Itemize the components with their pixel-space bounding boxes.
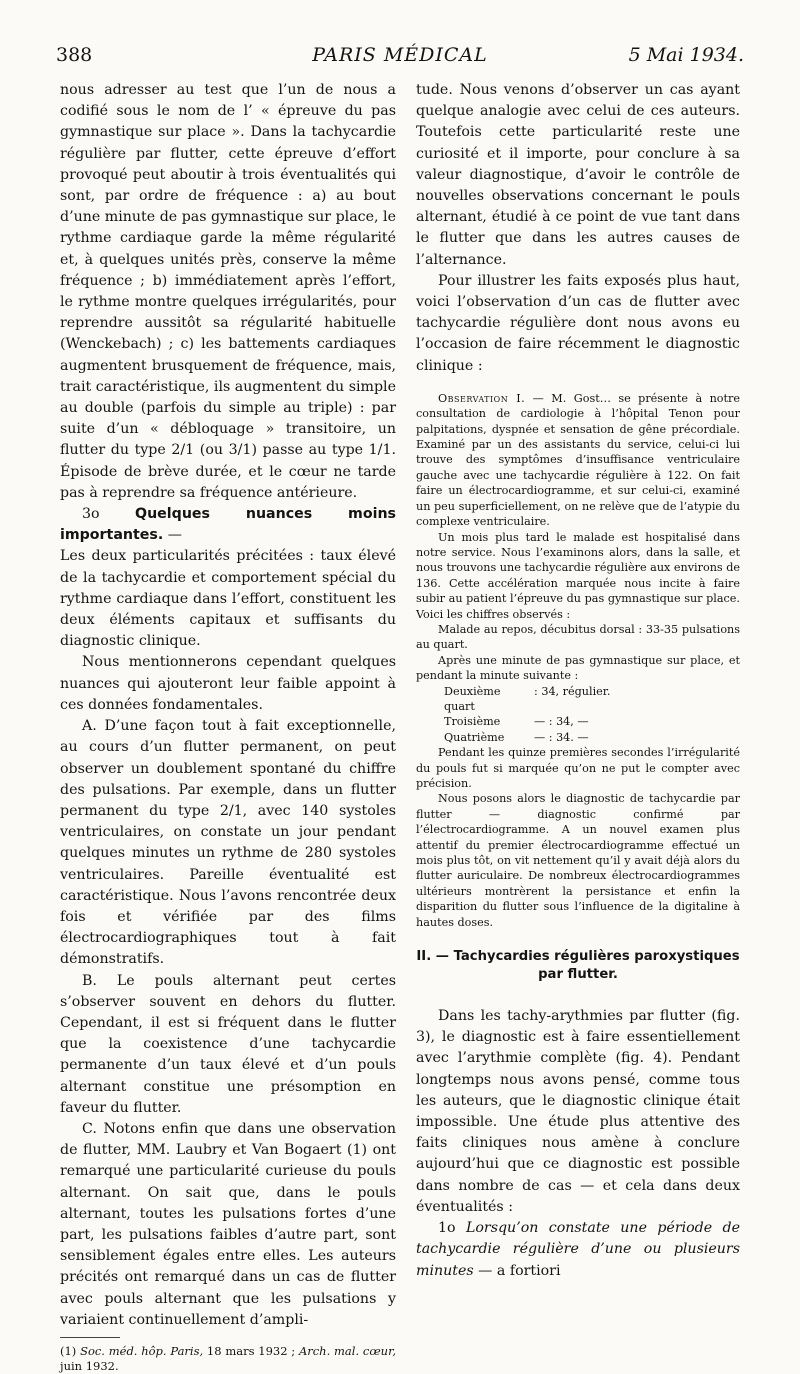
paragraph-b: B. Le pouls alternant peut certes s’observer souvent en dehors du flutter. Cependant, il est si fréquent dans le flutter que la coexistence d’une tachycardie permanente d’un taux élevé et d’un pouls alternant constitue une présomption en faveur du flutter.: [60, 972, 396, 1116]
paragraph-c: C. Notons enfin que dans une observation de flutter, MM. Laubry et Van Bogaert (1) ont remarqué une particularité curieuse du pouls alternant. On sait que, dans le pouls alternant, toutes les pulsations fortes d’une part, les pulsations faibles d’autre part, sont sensiblement égales entre elles. Les auteurs précités ont remarqué dans un cas de flutter avec pouls alternant que les pulsations y variaient continuellement d’ampli-: [60, 1120, 396, 1328]
measurement-value: — : 34, —: [534, 715, 589, 729]
footnote-date-2: juin 1932.: [60, 1358, 119, 1373]
section-heading-line: par flutter.: [538, 967, 618, 983]
footnote-marker: (1): [60, 1343, 81, 1358]
subheading-3: [60, 504, 396, 546]
measurement-row: [416, 714, 740, 729]
section-heading: [416, 948, 740, 984]
right-column: [416, 80, 740, 1282]
paragraph: Nous mentionnerons cependant quelques nuances qui ajouteront leur faible appoint à ces données fondamentales.: [60, 654, 396, 713]
footnote-rule: [60, 1337, 120, 1338]
paragraph: Les deux particularités précitées : taux élevé de la tachycardie et comportement spécial du rythme cardiaque dans l’effort, constituent les deux éléments capitaux et suffisants du diagnostic clinique.: [60, 548, 396, 650]
measurement-row: [416, 730, 740, 745]
observation-paragraph: Malade au repos, décubitus dorsal : 33-35 pulsations au quart.: [416, 622, 740, 652]
measurement-row: [416, 684, 740, 715]
measurement-label: Quatrième: [444, 730, 505, 744]
paragraph-end: — a fortiori: [473, 1262, 561, 1279]
observation-paragraph: Nous posons alors le diagnostic de tachycardie par flutter — diagnostic confirmé par l’électrocardiogramme. A un nouvel examen plus attentif du premier électrocardiogramme effectué un mois plus tôt, on vit nettement qu’il y avait déjà alors du flutter auriculaire. De nombreux électrocardiogrammes ultérieurs montrèrent la persistance et enfin la disparition du flutter sous l’influence de la digitaline à hautes doses.: [416, 792, 740, 929]
measurement-value: : 34, régulier.: [534, 684, 611, 698]
observation-label: Observation I.: [438, 391, 526, 405]
subheading-dash: —: [163, 527, 182, 544]
observation-paragraph: Pendant les quinze premières secondes l’irrégularité du pouls fut si marquée qu’on ne put le compter avec précision.: [416, 746, 740, 790]
italic-phrase: Lorsqu’on constate une période de tachycardie régulière d’une ou plusieurs minutes: [416, 1220, 741, 1279]
subheading-number: 3o: [82, 506, 100, 523]
paragraph: Dans les tachy-arythmies par flutter (fig. 3), le diagnostic est à faire essentiellement avec l’arythmie complète (fig. 4). Pendant longtemps nous avons pensé, comme tous les auteurs, que le diagnostic clinique était impossible. Une étude plus attentive des faits cliniques nous amène à conclure aujourd’hui que ce diagnostic est possible dans nombre de cas — et cela dans deux éventualités :: [416, 1008, 740, 1215]
subheading-title: Quelques nuances moins importantes.: [60, 506, 396, 544]
observation-text: — M. Gost… se présente à notre consultation de cardiologie à l’hôpital Tenon pour palpitations, dyspnée et sensation de gêne précordiale. Examiné par un des assistants du service, celui-ci lui trouve des symptômes d’insuffisance ventriculaire gauche avec une tachycardie régulière à 122. On fait faire un électrocardiogramme, et sur celui-ci, examiné un peu superficiellement, on ne relève que de l’atypie du complexe ventriculaire.: [416, 391, 740, 529]
footnote-date: 18 mars 1932 ;: [203, 1343, 299, 1358]
paragraph-a: A. D’une façon tout à fait exceptionnelle, au cours d’un flutter permanent, on peut observer un doublement spontané du chiffre des pulsations. Par exemple, dans un flutter permanent du type 2/1, avec 140 systoles ventriculaires, on constate un jour pendant quelques minutes un rythme de 280 systoles ventriculaires. Pareille éventualité est caractéristique. Nous l’avons rencontrée deux fois et vérifiée par des films électrocardiographiques tout à fait démonstratifs.: [60, 718, 396, 968]
paragraph: tude. Nous venons d’observer un cas ayant quelque analogie avec celui de ces auteurs. Toutefois cette particularité reste une curiosité et il importe, pour conclure à sa valeur diagnostique, d’avoir le contrôle de nouvelles observations concernant le pouls alternant, étudié à ce point de vue tant dans le flutter que dans les autres causes de l’alternance.: [416, 82, 740, 268]
footnote: [60, 1344, 396, 1374]
observation-intro: [416, 391, 740, 530]
paragraph: [416, 1218, 740, 1282]
paragraph: nous adresser au test que l’un de nous a codifié sous le nom de l’ « épreuve du pas gymnastique sur place ». Dans la tachycardie régulière par flutter, cette épreuve d’effort provoqué peut aboutir à trois éventualités qui sont, par ordre de fréquence : a) au bout d’une minute de pas gymnastique sur place, le rythme cardiaque garde la même régularité et, à quelques unités près, conserve la même fréquence ; b) immédiatement après l’effort, le rythme montre quelques irrégularités, pour reprendre aussitôt sa régularité habituelle (Wenckebach) ; c) les battements cardiaques augmentent brusquement de fréquence, mais, trait caractéristique, ils augmentent du simple au double (parfois du simple au triple) : par suite d’un « débloquage » transitoire, un flutter du type 2/1 (ou 3/1) passe au type 1/1. Épisode de brève durée, et le cœur ne tarde pas à reprendre sa fréquence antérieure.: [60, 82, 396, 501]
issue-date: 5 Mai 1934.: [628, 44, 744, 66]
page-number: 388: [56, 44, 93, 66]
left-column: [60, 80, 396, 1374]
measurement-label: Troisième: [444, 715, 501, 729]
journal-title: PARIS MÉDICAL: [312, 44, 488, 66]
running-header: [56, 44, 744, 72]
measurement-value: — : 34. —: [534, 730, 589, 744]
section-heading-line: II. — Tachycardies régulières paroxystiques: [416, 949, 740, 965]
measurement-label: Deuxième quart: [444, 684, 501, 713]
list-number: 1o: [438, 1220, 466, 1237]
footnote-journal-2: Arch. mal. cœur,: [298, 1343, 396, 1358]
paragraph: Pour illustrer les faits exposés plus haut, voici l’observation d’un cas de flutter avec tachycardie régulière dont nous avons eu l’occasion de faire récemment le diagnostic clinique :: [416, 272, 740, 374]
observation-block: [416, 391, 740, 930]
observation-paragraph: Un mois plus tard le malade est hospitalisé dans notre service. Nous l’examinons alors, dans la salle, et nous trouvons une tachycardie régulière aux environs de 136. Cette accélération marquée nous incite à faire subir au patient l’épreuve du pas gymnastique sur place. Voici les chiffres observés :: [416, 530, 741, 621]
observation-paragraph: Après une minute de pas gymnastique sur place, et pendant la minute suivante :: [416, 653, 740, 683]
footnote-journal: Soc. méd. hôp. Paris,: [80, 1343, 204, 1358]
